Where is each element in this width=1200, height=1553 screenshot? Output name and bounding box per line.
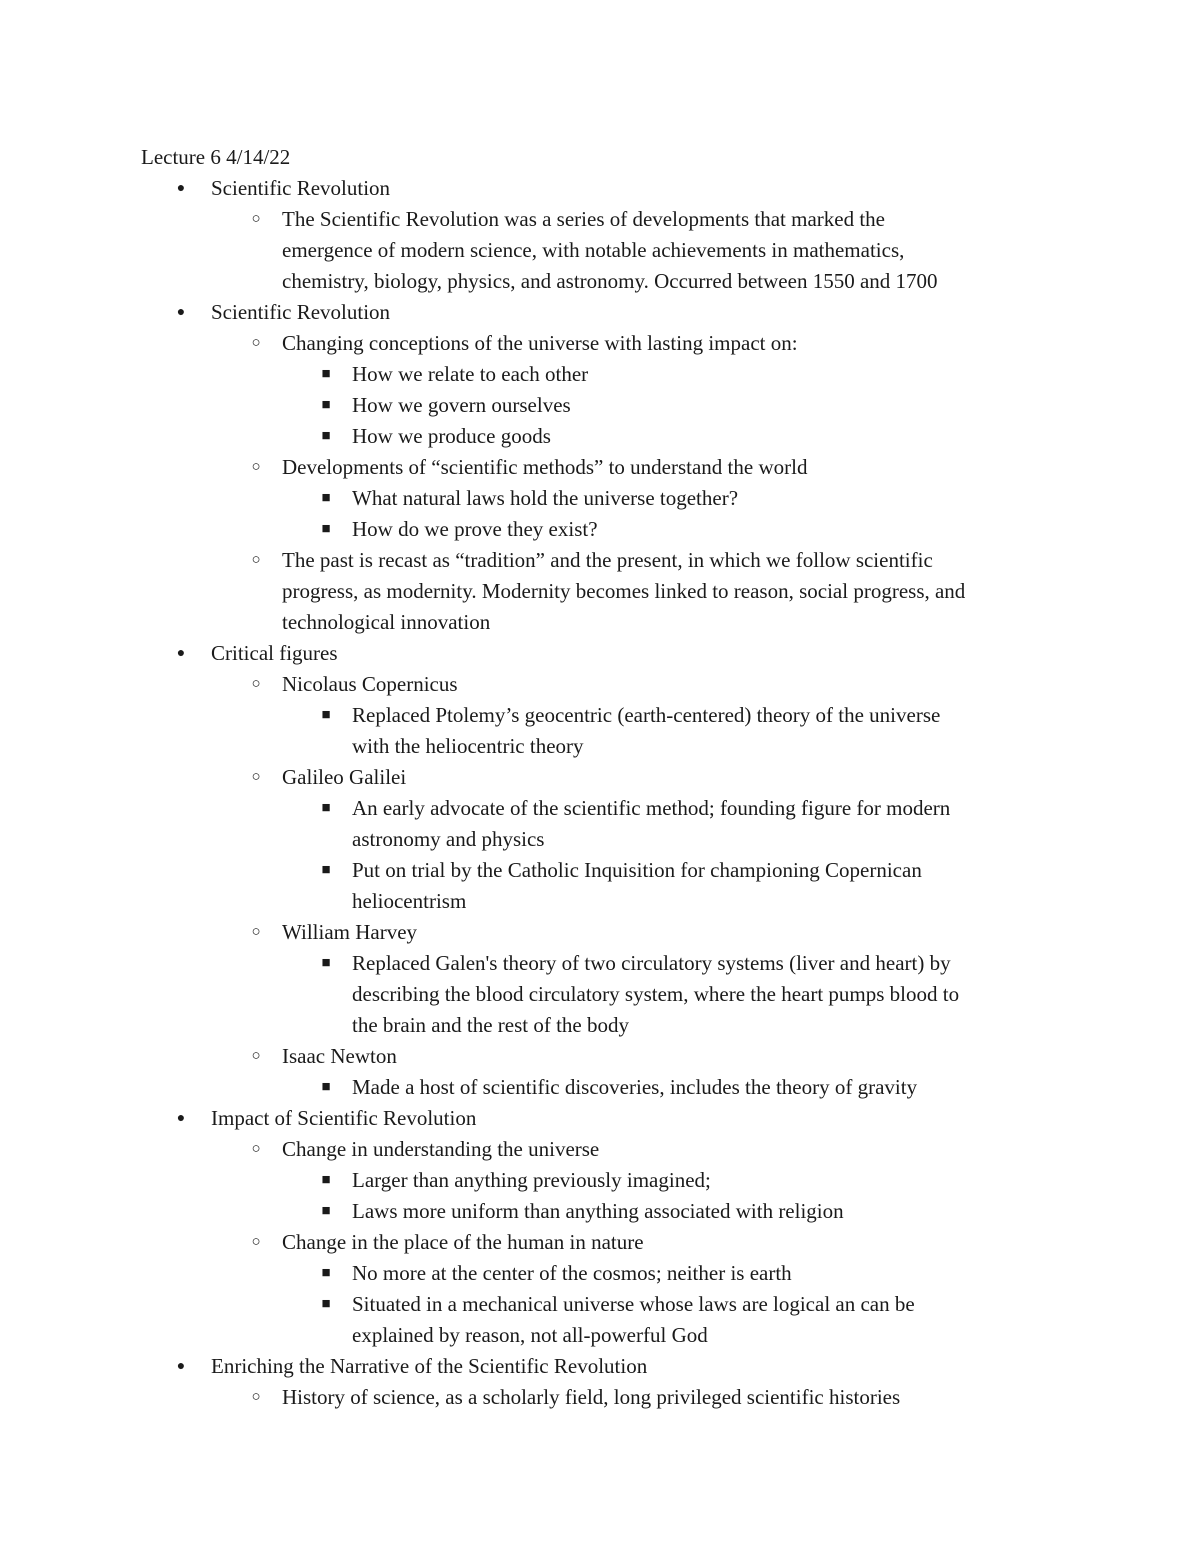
outline-line-level-3 (0, 700, 1200, 731)
outline-text: chemistry, biology, physics, and astronomy. Occurred between 1550 and 1700 (282, 269, 938, 293)
outline-text: Enriching the Narrative of the Scientific Revolution (211, 1354, 648, 1378)
outline-line-level-3 (0, 1320, 1200, 1351)
outline-line-level-3 (0, 886, 1200, 917)
outline-text: Replaced Ptolemy’s geocentric (earth-centered) theory of the universe (352, 703, 941, 727)
square-bullet-icon: ■ (321, 1296, 331, 1312)
outline-line-level-1 (0, 173, 1200, 204)
square-bullet-icon: ■ (321, 1172, 331, 1188)
outline-line-level-3 (0, 731, 1200, 762)
circle-bullet-icon: ○ (251, 459, 261, 475)
outline-text: Change in the place of the human in nature (282, 1230, 644, 1254)
outline-line-level-2 (0, 266, 1200, 297)
outline-text: Isaac Newton (282, 1044, 397, 1068)
outline-line-level-2 (0, 1382, 1200, 1413)
outline-text: Developments of “scientific methods” to understand the world (282, 455, 808, 479)
circle-bullet-icon: ○ (251, 1389, 261, 1405)
outline-line-level-3 (0, 793, 1200, 824)
lecture-notes-list (0, 173, 1200, 1413)
outline-text: Larger than anything previously imagined; (352, 1168, 711, 1192)
outline-text: technological innovation (282, 610, 491, 634)
outline-line-level-3 (0, 1289, 1200, 1320)
outline-line-level-2 (0, 1041, 1200, 1072)
outline-line-level-3 (0, 421, 1200, 452)
outline-text: progress, as modernity. Modernity becomes linked to reason, social progress, and (282, 579, 966, 603)
outline-line-level-3 (0, 1010, 1200, 1041)
outline-line-level-1 (0, 1103, 1200, 1134)
circle-bullet-icon: ○ (251, 211, 261, 227)
outline-line-level-3 (0, 855, 1200, 886)
disc-bullet-icon: ● (176, 181, 186, 196)
outline-text: emergence of modern science, with notable achievements in mathematics, (282, 238, 905, 262)
circle-bullet-icon: ○ (251, 769, 261, 785)
disc-bullet-icon: ● (176, 646, 186, 661)
outline-text: The Scientific Revolution was a series of developments that marked the (282, 207, 885, 231)
outline-line-level-2 (0, 607, 1200, 638)
square-bullet-icon: ■ (321, 428, 331, 444)
outline-text: with the heliocentric theory (352, 734, 584, 758)
circle-bullet-icon: ○ (251, 1048, 261, 1064)
outline-text: How do we prove they exist? (352, 517, 598, 541)
square-bullet-icon: ■ (321, 397, 331, 413)
outline-line-level-3 (0, 483, 1200, 514)
outline-text: Laws more uniform than anything associated with religion (352, 1199, 844, 1223)
outline-text: the brain and the rest of the body (352, 1013, 629, 1037)
outline-line-level-2 (0, 1134, 1200, 1165)
outline-line-level-3 (0, 1196, 1200, 1227)
outline-text: heliocentrism (352, 889, 467, 913)
outline-line-level-3 (0, 1072, 1200, 1103)
outline-line-level-2 (0, 917, 1200, 948)
outline-line-level-2 (0, 576, 1200, 607)
outline-text: Put on trial by the Catholic Inquisition for championing Copernican (352, 858, 922, 882)
document-title: Lecture 6 4/14/22 (141, 145, 291, 169)
square-bullet-icon: ■ (321, 1203, 331, 1219)
square-bullet-icon: ■ (321, 955, 331, 971)
outline-text: Changing conceptions of the universe with lasting impact on: (282, 331, 798, 355)
outline-line-level-3 (0, 948, 1200, 979)
outline-line-level-3 (0, 1165, 1200, 1196)
outline-line-level-2 (0, 235, 1200, 266)
outline-text: Nicolaus Copernicus (282, 672, 458, 696)
outline-text: Impact of Scientific Revolution (211, 1106, 477, 1130)
outline-text: Replaced Galen's theory of two circulatory systems (liver and heart) by (352, 951, 951, 975)
outline-text: How we produce goods (352, 424, 551, 448)
outline-line-level-3 (0, 514, 1200, 545)
outline-line-level-3 (0, 1258, 1200, 1289)
outline-line-level-1 (0, 638, 1200, 669)
outline-line-level-3 (0, 979, 1200, 1010)
outline-text: History of science, as a scholarly field, long privileged scientific histories (282, 1385, 901, 1409)
outline-text: Made a host of scientific discoveries, includes the theory of gravity (352, 1075, 918, 1099)
square-bullet-icon: ■ (321, 490, 331, 506)
disc-bullet-icon: ● (176, 1111, 186, 1126)
outline-text: No more at the center of the cosmos; neither is earth (352, 1261, 792, 1285)
outline-line-level-3 (0, 824, 1200, 855)
outline-line-level-2 (0, 452, 1200, 483)
outline-text: Critical figures (211, 641, 338, 665)
outline-text: William Harvey (282, 920, 418, 944)
outline-line-level-2 (0, 328, 1200, 359)
circle-bullet-icon: ○ (251, 552, 261, 568)
outline-text: Scientific Revolution (211, 176, 391, 200)
outline-line-level-3 (0, 390, 1200, 421)
square-bullet-icon: ■ (321, 862, 331, 878)
outline-text: Situated in a mechanical universe whose laws are logical an can be (352, 1292, 915, 1316)
disc-bullet-icon: ● (176, 305, 186, 320)
outline-line-level-3 (0, 359, 1200, 390)
outline-text: describing the blood circulatory system, where the heart pumps blood to (352, 982, 960, 1006)
outline-line-level-2 (0, 669, 1200, 700)
outline-text: What natural laws hold the universe together? (352, 486, 739, 510)
outline-line-level-2 (0, 204, 1200, 235)
square-bullet-icon: ■ (321, 1079, 331, 1095)
square-bullet-icon: ■ (321, 800, 331, 816)
outline-line-level-2 (0, 545, 1200, 576)
outline-text: Scientific Revolution (211, 300, 391, 324)
circle-bullet-icon: ○ (251, 924, 261, 940)
disc-bullet-icon: ● (176, 1359, 186, 1374)
outline-line-level-2 (0, 762, 1200, 793)
circle-bullet-icon: ○ (251, 1141, 261, 1157)
circle-bullet-icon: ○ (251, 676, 261, 692)
outline-text: The past is recast as “tradition” and the present, in which we follow scientific (282, 548, 933, 572)
outline-text: An early advocate of the scientific method; founding figure for modern (352, 796, 951, 820)
outline-text: astronomy and physics (352, 827, 545, 851)
square-bullet-icon: ■ (321, 366, 331, 382)
square-bullet-icon: ■ (321, 707, 331, 723)
square-bullet-icon: ■ (321, 1265, 331, 1281)
outline-line-level-1 (0, 297, 1200, 328)
circle-bullet-icon: ○ (251, 1234, 261, 1250)
square-bullet-icon: ■ (321, 521, 331, 537)
outline-text: explained by reason, not all-powerful God (352, 1323, 708, 1347)
outline-text: Change in understanding the universe (282, 1137, 600, 1161)
outline-line-level-1 (0, 1351, 1200, 1382)
outline-line-level-2 (0, 1227, 1200, 1258)
outline-text: How we relate to each other (352, 362, 589, 386)
circle-bullet-icon: ○ (251, 335, 261, 351)
outline-text: Galileo Galilei (282, 765, 407, 789)
outline-text: How we govern ourselves (352, 393, 571, 417)
